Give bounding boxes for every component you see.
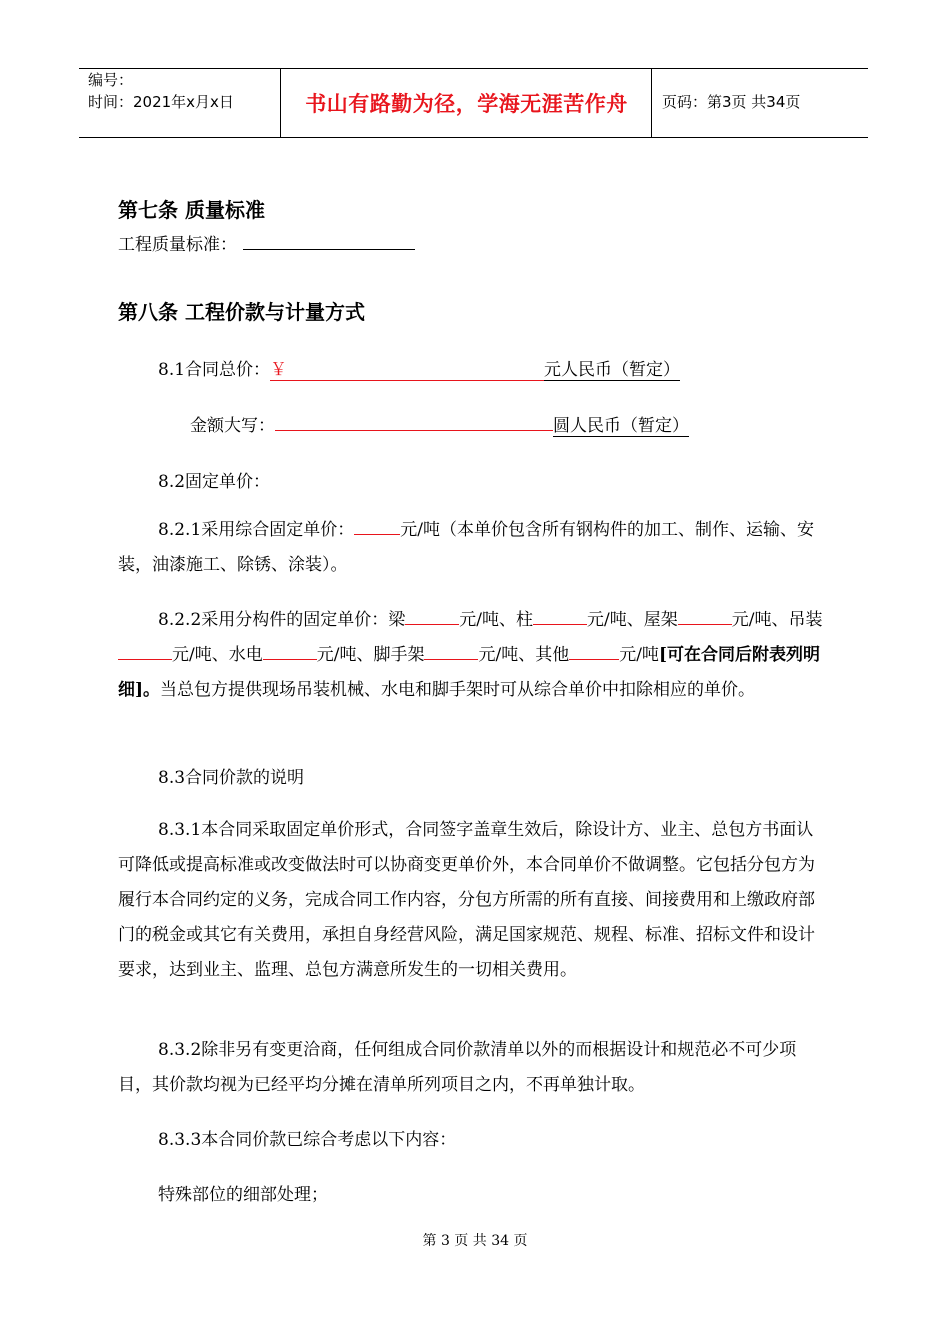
s8-2-2-text-truss: 元/吨、屋架	[587, 610, 678, 630]
s8-2-2-paragraph	[118, 603, 830, 708]
s8-2-2-text-hoisting: 元/吨、吊装	[731, 610, 823, 630]
total-price-label: 8.1合同总价：	[158, 360, 271, 380]
s8-2-2-text-unit: 元/吨	[619, 645, 659, 665]
s8-2-heading: 8.2固定单价：	[158, 472, 271, 492]
quality-standard-blank	[243, 231, 415, 250]
total-price-line	[158, 355, 680, 381]
doc-time-label: 时间：2021年x月x日	[88, 93, 234, 111]
hoisting-price-blank	[118, 641, 172, 660]
amount-words-suffix: 圆人民币（暂定）	[553, 416, 689, 436]
total-price-blank	[270, 355, 544, 381]
s8-2-2-tail: 当总包方提供现场吊装机械、水电和脚手架时可从综合单价中扣除相应的单价。	[160, 680, 756, 700]
quality-standard-label: 工程质量标准：	[118, 235, 237, 255]
doc-number-label: 编号：	[88, 71, 134, 89]
s8-2-2-text-other: 元/吨、其他	[478, 645, 570, 665]
s8-3-1-paragraph: 8.3.1本合同采取固定单价形式，合同签字盖章生效后，除设计方、业主、总包方书面认可降低或提高标准或改变做法时可以协商变更单价外，本合同单价不做调整。它包括分包方为履行本合同约定的义务，完成合同工作内容，分包方所需的所有直接、间接费用和上缴政府部门的税金或其它有关费用，承担自身经营风险，满足国家规范、规程、标准、招标文件和设计要求，达到业主、监理、总包方满意所发生的一切相关费用。	[118, 820, 815, 980]
header-motto: 书山有路勤为径，学海无涯苦作舟	[305, 92, 628, 116]
amount-words-line	[190, 411, 689, 436]
s8-3-3-heading: 8.3.3本合同价款已综合考虑以下内容：	[158, 1130, 457, 1150]
s8-2-2-text-beam: 8.2.2采用分构件的固定单价：梁	[158, 610, 406, 630]
scaffold-price-blank	[424, 641, 478, 660]
amount-words-label: 金额大写：	[190, 416, 275, 436]
s8-2-2-note: [可在合同后附表列明细]。	[118, 645, 820, 700]
column-price-blank	[533, 606, 587, 625]
s8-3-heading: 8.3合同价款的说明	[158, 768, 305, 788]
s8-2-1-text-a: 8.2.1采用综合固定单价：	[158, 520, 355, 540]
special-parts-item: 特殊部位的细部处理；	[158, 1185, 328, 1205]
truss-price-blank	[678, 606, 732, 625]
total-price-suffix: 元人民币（暂定）	[544, 360, 681, 380]
quality-standard-line	[118, 230, 415, 255]
s8-3-2-paragraph: 8.3.2除非另有变更洽商，任何组成合同价款清单以外的而根据设计和规范必不可少项目，其价款均视为已经平均分摊在清单所列项目之内，不再单独计取。	[118, 1040, 797, 1095]
article7-title: 第七条 质量标准	[118, 198, 265, 222]
utility-price-blank	[263, 641, 317, 660]
page-footer: 第 3 页 共 34 页	[422, 1233, 528, 1249]
s8-2-2-text-column: 元/吨、柱	[459, 610, 533, 630]
header-page-label: 页码：第3页 共34页	[662, 93, 801, 111]
s8-2-1-text-b: 元/吨（本单价包含所有钢构件的加工、制作、运输、安装，油漆施工、除锈、涂装）。	[118, 520, 814, 575]
s8-2-2-text-scaffold: 元/吨、脚手架	[316, 645, 425, 665]
s8-2-2-text-utility: 元/吨、水电	[172, 645, 263, 665]
s8-2-1-paragraph	[118, 513, 830, 583]
currency-symbol: ￥	[270, 360, 288, 380]
article8-title: 第八条 工程价款与计量方式	[118, 300, 365, 324]
other-price-blank	[569, 641, 619, 660]
amount-words-blank	[275, 412, 553, 431]
s8-2-1-blank	[354, 516, 400, 535]
header-meta	[88, 69, 234, 113]
beam-price-blank	[405, 606, 459, 625]
